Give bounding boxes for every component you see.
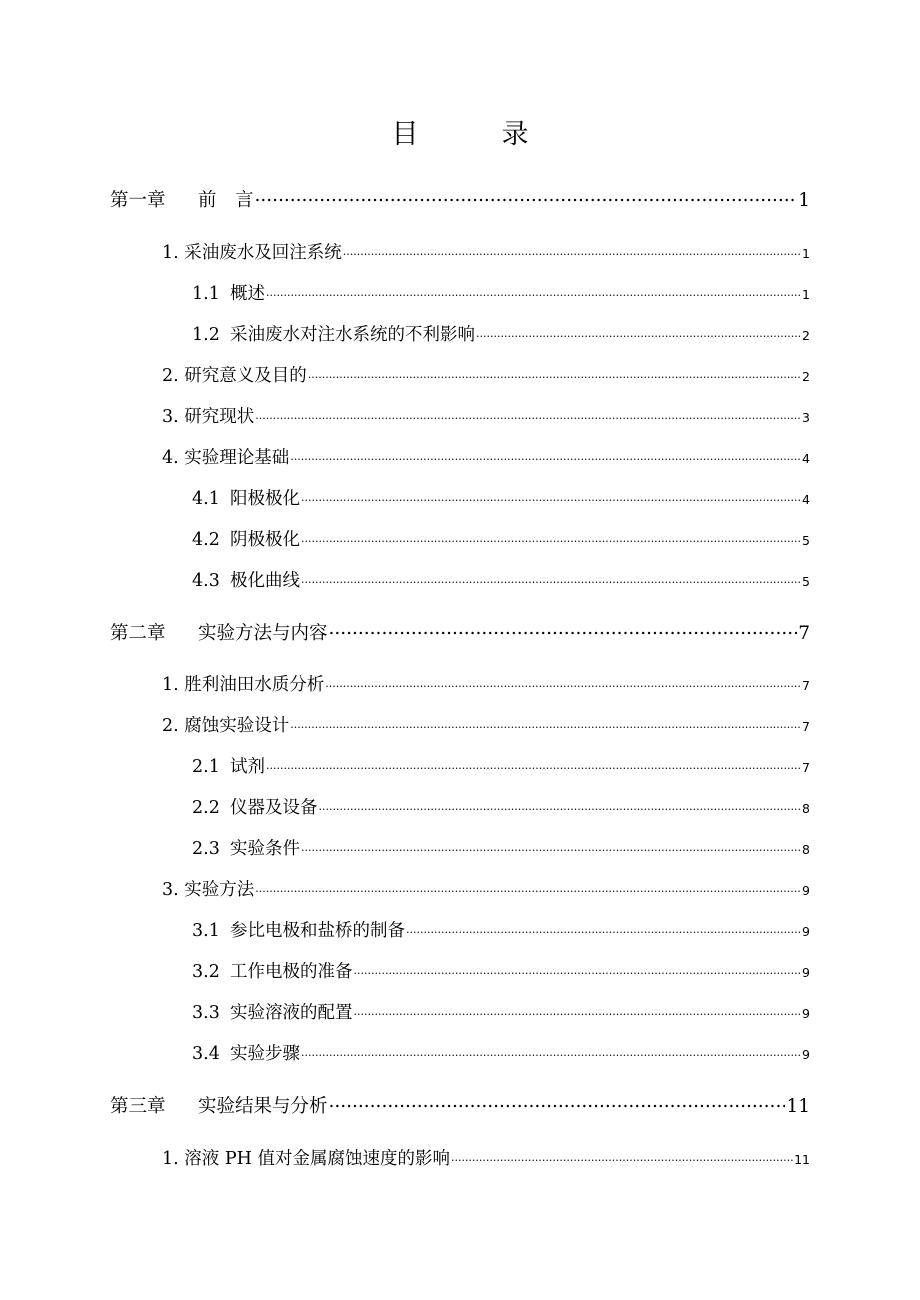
toc-entry-title: 腐蚀实验设计 (184, 716, 290, 736)
toc-entry-title: 概述 (230, 284, 265, 304)
toc-entry-page: 2 (802, 369, 810, 384)
toc-entry-page: 9 (802, 1047, 810, 1062)
toc-entry-page: 5 (802, 533, 810, 548)
dot-leader (290, 720, 801, 731)
toc-entry-page: 4 (802, 451, 810, 466)
toc-entry-subsection[interactable] (192, 753, 810, 778)
toc-entry-subsection[interactable] (192, 280, 810, 305)
dot-leader (290, 452, 801, 463)
dot-leader (354, 966, 802, 977)
toc-entry-title: 采油废水对注水系统的不利影响 (230, 325, 475, 345)
dot-leader (319, 802, 802, 813)
toc-entry-page: 1 (798, 190, 810, 211)
dot-leader (325, 679, 801, 690)
dot-leader (329, 621, 798, 640)
toc-entry-number: 4. (162, 448, 179, 468)
toc-entry-subsection[interactable] (192, 1040, 810, 1065)
dot-leader (255, 188, 798, 207)
toc-entry-page: 3 (802, 410, 810, 425)
dot-leader (266, 761, 801, 772)
toc-entry-subsection[interactable] (192, 321, 810, 346)
toc-entry-number: 3. (162, 407, 179, 427)
dot-leader (301, 1048, 801, 1059)
toc-entry-title: 研究意义及目的 (184, 366, 307, 386)
toc-entry-number: 1. (162, 243, 179, 263)
toc-entry-number: 第二章 (110, 623, 166, 644)
toc-entry-section[interactable] (162, 671, 810, 696)
dot-leader (301, 493, 801, 504)
toc-entry-number: 3.2 (192, 962, 220, 982)
toc-entry-page: 9 (802, 1006, 810, 1021)
toc-entry-number: 1. (162, 675, 179, 695)
toc-entry-title: 试剂 (230, 757, 265, 777)
toc-entry-number: 2.2 (192, 798, 220, 818)
toc-entry-subsection[interactable] (192, 485, 810, 510)
toc-entry-number: 1. (162, 1149, 179, 1169)
dot-leader (329, 1094, 786, 1113)
toc-entry-number: 1.2 (192, 325, 220, 345)
dot-leader (255, 884, 801, 895)
dot-leader (266, 288, 801, 299)
toc-entry-title: 工作电极的准备 (230, 962, 353, 982)
dot-leader (301, 534, 801, 545)
toc-entry-page: 11 (786, 1096, 810, 1117)
page-title: 目 录 (391, 119, 557, 150)
toc-entry-section[interactable] (162, 239, 810, 264)
toc-entry-number: 4.2 (192, 530, 220, 550)
toc-entry-subsection[interactable] (192, 999, 810, 1024)
toc-entry-page: 8 (802, 801, 810, 816)
dot-leader (406, 925, 801, 936)
toc-entry-title: 阳极极化 (230, 489, 300, 509)
toc-entry-number: 2.3 (192, 839, 220, 859)
toc-entry-subsection[interactable] (192, 835, 810, 860)
toc-entry-title: 前 言 (198, 190, 254, 211)
toc-entry-page: 2 (802, 328, 810, 343)
toc-entry-title: 采油废水及回注系统 (184, 243, 342, 263)
toc-entry-page: 7 (802, 760, 810, 775)
toc-entry-title: 仪器及设备 (230, 798, 318, 818)
toc-entry-title: 实验结果与分析 (198, 1096, 328, 1117)
toc-entry-title: 实验条件 (230, 839, 300, 859)
toc-entry-section[interactable] (162, 444, 810, 469)
toc-entry-chapter-1[interactable] (110, 186, 810, 212)
toc-entry-title: 胜利油田水质分析 (184, 675, 325, 695)
toc-entry-number: 2. (162, 366, 179, 386)
toc-entry-page: 9 (802, 965, 810, 980)
toc-entry-title: 溶液 PH 值对金属腐蚀速度的影响 (184, 1149, 450, 1169)
toc-entry-title: 研究现状 (184, 407, 255, 427)
toc-entry-page: 4 (802, 492, 810, 507)
dot-leader (255, 411, 801, 422)
toc-entry-number: 第三章 (110, 1096, 166, 1117)
toc-entry-page: 9 (802, 924, 810, 939)
toc-entry-page: 9 (802, 883, 810, 898)
toc-entry-number: 4.1 (192, 489, 220, 509)
toc-entry-title: 极化曲线 (230, 571, 300, 591)
toc-entry-number: 2.1 (192, 757, 220, 777)
toc-entry-page: 5 (802, 574, 810, 589)
toc-entry-number: 3.3 (192, 1003, 220, 1023)
toc-entry-title: 实验溶液的配置 (230, 1003, 353, 1023)
toc-entry-page: 1 (802, 246, 810, 261)
dot-leader (451, 1153, 793, 1164)
toc-entry-title: 实验方法与内容 (198, 623, 328, 644)
toc-entry-number: 2. (162, 716, 179, 736)
toc-entry-subsection[interactable] (192, 567, 810, 592)
dot-leader (301, 575, 801, 586)
toc-entry-page: 1 (802, 287, 810, 302)
toc-entry-number: 3.1 (192, 921, 220, 941)
toc-entry-chapter-3[interactable] (110, 1092, 810, 1118)
dot-leader (343, 247, 801, 258)
toc-entry-number: 1.1 (192, 284, 220, 304)
toc-entry-section[interactable] (162, 1145, 810, 1170)
toc-entry-section[interactable] (162, 362, 810, 387)
toc-entry-title: 实验步骤 (230, 1044, 300, 1064)
toc-entry-subsection[interactable] (192, 917, 810, 942)
toc-entry-title: 阴极极化 (230, 530, 300, 550)
toc-entry-title: 实验方法 (184, 880, 255, 900)
toc-entry-page: 7 (802, 719, 810, 734)
dot-leader (476, 329, 801, 340)
toc-entry-section[interactable] (162, 403, 810, 428)
toc-entry-chapter-2[interactable] (110, 619, 810, 645)
toc-entry-subsection[interactable] (192, 526, 810, 551)
toc-entry-section[interactable] (162, 876, 810, 901)
toc-entry-section[interactable] (162, 712, 810, 737)
toc-entry-subsection[interactable] (192, 794, 810, 819)
dot-leader (308, 370, 801, 381)
toc-entry-page: 8 (802, 842, 810, 857)
toc-entry-number: 3.4 (192, 1044, 220, 1064)
toc-entry-page: 7 (802, 678, 810, 693)
dot-leader (301, 843, 801, 854)
toc-entry-page: 7 (798, 623, 810, 644)
toc-entry-number: 3. (162, 880, 179, 900)
toc-entry-number: 第一章 (110, 190, 166, 211)
toc-entry-subsection[interactable] (192, 958, 810, 983)
toc-entry-number: 4.3 (192, 571, 220, 591)
dot-leader (354, 1007, 802, 1018)
toc-entry-page: 11 (794, 1152, 810, 1167)
toc-entry-title: 参比电极和盐桥的制备 (230, 921, 405, 941)
toc-entry-title: 实验理论基础 (184, 448, 290, 468)
